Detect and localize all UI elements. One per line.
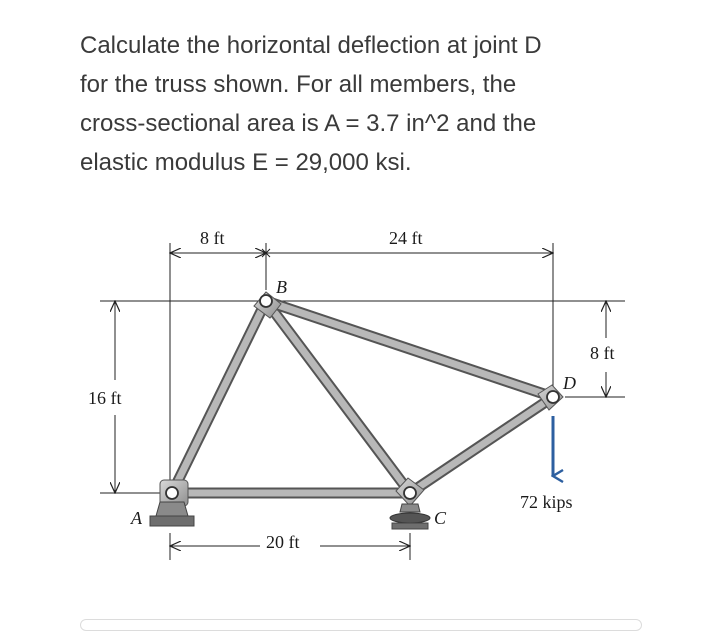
dim-label-24ft: 24 ft: [389, 228, 423, 248]
joint-label-d: D: [563, 373, 576, 393]
dim-label-20ft: 20 ft: [266, 532, 300, 552]
member-ab: [172, 301, 266, 493]
pin-support-a: [150, 502, 194, 526]
problem-line-4: elastic modulus E = 29,000 ksi.: [80, 149, 412, 176]
member-cd: [410, 397, 553, 493]
truss-members: [172, 301, 553, 493]
member-bd: [266, 301, 553, 397]
dim-label-8ft-top: 8 ft: [200, 228, 225, 248]
dim-label-16ft: 16 ft: [88, 388, 122, 408]
next-card-edge: [80, 619, 642, 631]
roller-support-c: [390, 504, 430, 529]
dim-label-8ft-right: 8 ft: [590, 343, 615, 363]
load-label: 72 kips: [520, 492, 573, 512]
problem-line-2: for the truss shown. For all members, the: [80, 71, 517, 98]
joint-label-a: A: [131, 508, 142, 528]
joint-label-c: C: [434, 508, 447, 528]
problem-line-3: cross-sectional area is A = 3.7 in^2 and the: [80, 110, 537, 137]
joint-label-b: B: [276, 277, 287, 297]
problem-line-1: Calculate the horizontal deflection at joint D: [80, 32, 542, 59]
